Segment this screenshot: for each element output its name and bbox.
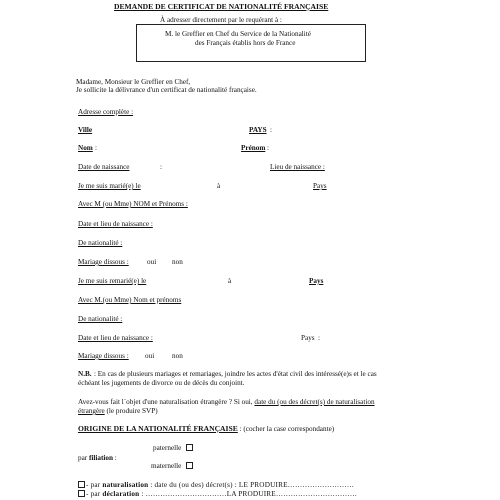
nb-line-2: échéant les jugements de divorce ou de décès du conjoint. <box>78 379 245 387</box>
natur-question-c: étrangère <box>78 407 105 415</box>
declaration-option <box>86 491 357 498</box>
avec-nom-1-label: Avec M (ou Mme) NOM et Prénoms : <box>78 200 188 208</box>
avec-nom-2-label: Avec M.(ou Mme) Nom et prénoms <box>78 296 182 304</box>
declaration-checkbox[interactable] <box>78 490 85 497</box>
naturalisation-par: - par <box>86 481 101 489</box>
pays-label: PAYS <box>249 126 267 134</box>
mariage-dissous-2-oui: oui <box>145 352 155 360</box>
declaration-par: - par <box>86 490 101 498</box>
natur-question-d: (le produire SVP) <box>106 407 158 415</box>
par-filiation-label: par filiation : <box>78 454 117 462</box>
prenom-label: Prénom <box>241 144 266 152</box>
natur-question-a: Avez-vous fait l´objet d'une naturalisation étrangère ? Si oui, <box>78 398 253 406</box>
date-lieu-2-pays-colon: : <box>318 334 320 342</box>
date-naissance-colon: : <box>160 163 162 171</box>
par-word: par <box>78 454 88 462</box>
marie-a-label: à <box>217 182 221 190</box>
naturalisation-word: naturalisation <box>102 481 149 489</box>
address-intro: À adresser directement par le requérant à : <box>160 16 282 24</box>
marie-pays-label: Pays <box>313 182 327 190</box>
natur-question-line-1 <box>78 399 375 406</box>
mariage-dissous-2-non: non <box>172 352 183 360</box>
paternelle-label: paternelle <box>153 444 182 452</box>
address-line-1: M. le Greffier en Chef du Service de la Nationalité <box>165 30 311 38</box>
maternelle-label: maternelle <box>151 462 182 470</box>
natur-question-line-2 <box>78 408 158 415</box>
nationalite-2-label: De nationalité : <box>78 315 123 323</box>
adresse-label: Adresse complète : <box>78 108 134 116</box>
declaration-rest: : ……………………………LA PRODUIRE…………………………… <box>141 490 358 498</box>
request-sentence: Je sollicite la délivrance d'un certificat de nationalité française. <box>76 86 257 94</box>
page-title: DEMANDE DE CERTIFICAT DE NATIONALITÉ FRANÇAISE <box>114 2 329 11</box>
nom-label: Nom <box>78 144 93 152</box>
mariage-dissous-2-label: Mariage dissous : <box>78 352 129 360</box>
origine-line <box>78 425 334 433</box>
address-line-2: des Français établis hors de France <box>195 39 296 47</box>
lieu-naissance-label: Lieu de naissance : <box>270 163 325 171</box>
remarie-le-label: Je me suis remarié(e) le <box>78 277 147 285</box>
origine-hint: : (cocher la case correspondante) <box>239 425 335 433</box>
date-lieu-2-pays-label: Pays <box>301 334 315 342</box>
prenom-colon: : <box>267 144 269 152</box>
naturalisation-checkbox[interactable] <box>78 481 85 488</box>
naturalisation-option <box>86 482 354 489</box>
nom-colon: : <box>95 144 97 152</box>
remarie-pays-label: Pays <box>309 277 324 285</box>
natur-question-b: date du (ou des décret(s) de naturalisation <box>254 398 375 406</box>
salutation: Madame, Monsieur le Greffier en Chef, <box>76 78 191 86</box>
date-lieu-naissance-1-label: Date et lieu de naissance : <box>78 220 153 228</box>
mariage-dissous-1-label: Mariage dissous : <box>78 258 129 266</box>
paternelle-checkbox[interactable] <box>186 444 193 451</box>
date-lieu-naissance-2-label: Date et lieu de naissance : <box>78 334 153 342</box>
mariage-dissous-1-non: non <box>172 258 183 266</box>
date-naissance-label: Date de naissance <box>78 163 130 171</box>
origine-title: ORIGINE DE LA NATIONALITÉ FRANÇAISE <box>78 424 238 433</box>
nb-line-1: : En cas de plusieurs mariages et remariages, joindre les actes d'état civil des intéressé(e)s et le cas <box>94 370 377 378</box>
remarie-a-label: à <box>228 277 232 285</box>
maternelle-checkbox[interactable] <box>186 462 193 469</box>
ville-label: Ville <box>78 126 93 134</box>
mariage-dissous-1-oui: oui <box>147 258 157 266</box>
nb-label: N.B. <box>78 370 92 378</box>
marie-le-label: Je me suis marié(e) le <box>78 182 141 190</box>
pays-colon: : <box>270 126 272 134</box>
declaration-word: déclaration <box>102 490 140 498</box>
nationalite-1-label: De nationalité : <box>78 239 123 247</box>
filiation-word: filiation <box>88 454 113 462</box>
naturalisation-rest: : date du (ou des) décret(s) : LE PRODUIRE……………………… <box>150 481 355 489</box>
